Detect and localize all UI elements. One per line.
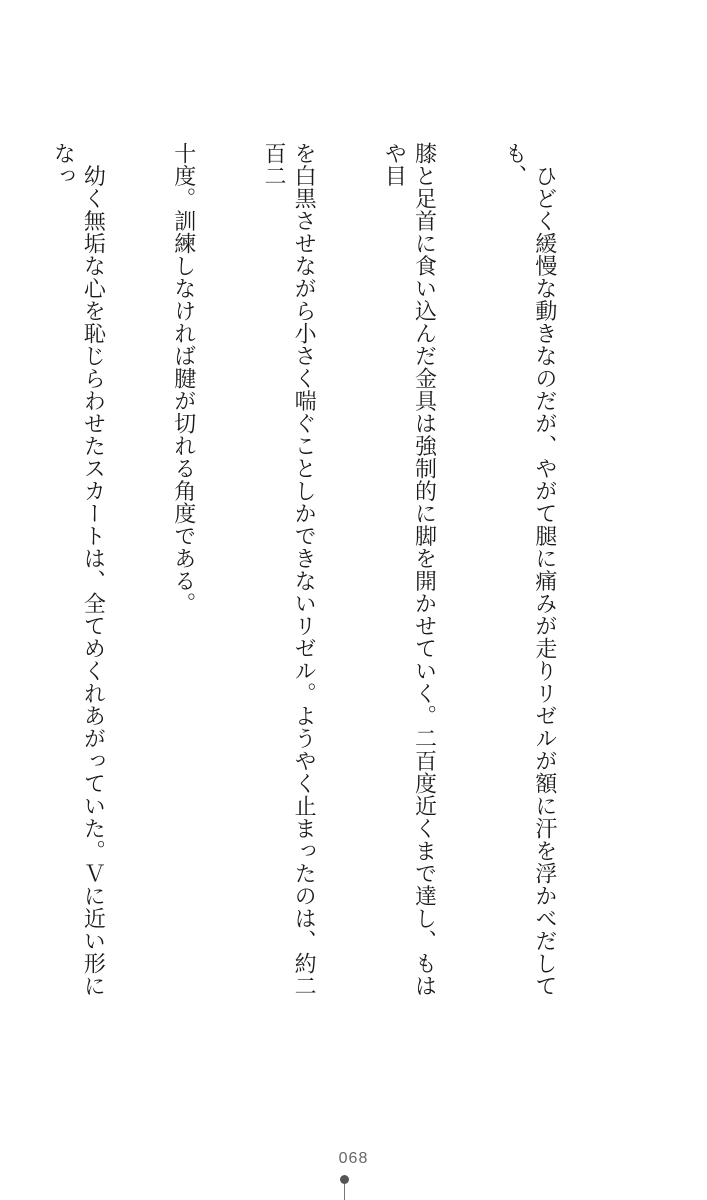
text-column: を白黒させながら小さく喘ぐことしかできないリゼル。ようやく止まったのは、約二百二 (260, 142, 317, 997)
marker-dot (340, 1175, 349, 1184)
text-column: 幼く無垢な心を恥じらわせたスカートは、全てめくれあがっていた。Ｖに近い形になっ (50, 142, 106, 997)
page-marker-icon (340, 1175, 349, 1200)
text-column: ひどく緩慢な動きなのだが、やがて腿に痛みが走りリゼルが額に汗を浮かべだしても、 (501, 142, 557, 997)
text-column: 膝と足首に食い込んだ金具は強制的に脚を開かせていく。二百度近くまで達し、もはや目 (381, 142, 437, 997)
marker-line (344, 1184, 345, 1200)
text-column: 十度。訓練しなければ腱が切れる角度である。 (170, 142, 196, 615)
page-number: 068 (338, 1150, 369, 1167)
vertical-text-body (50, 142, 619, 1012)
